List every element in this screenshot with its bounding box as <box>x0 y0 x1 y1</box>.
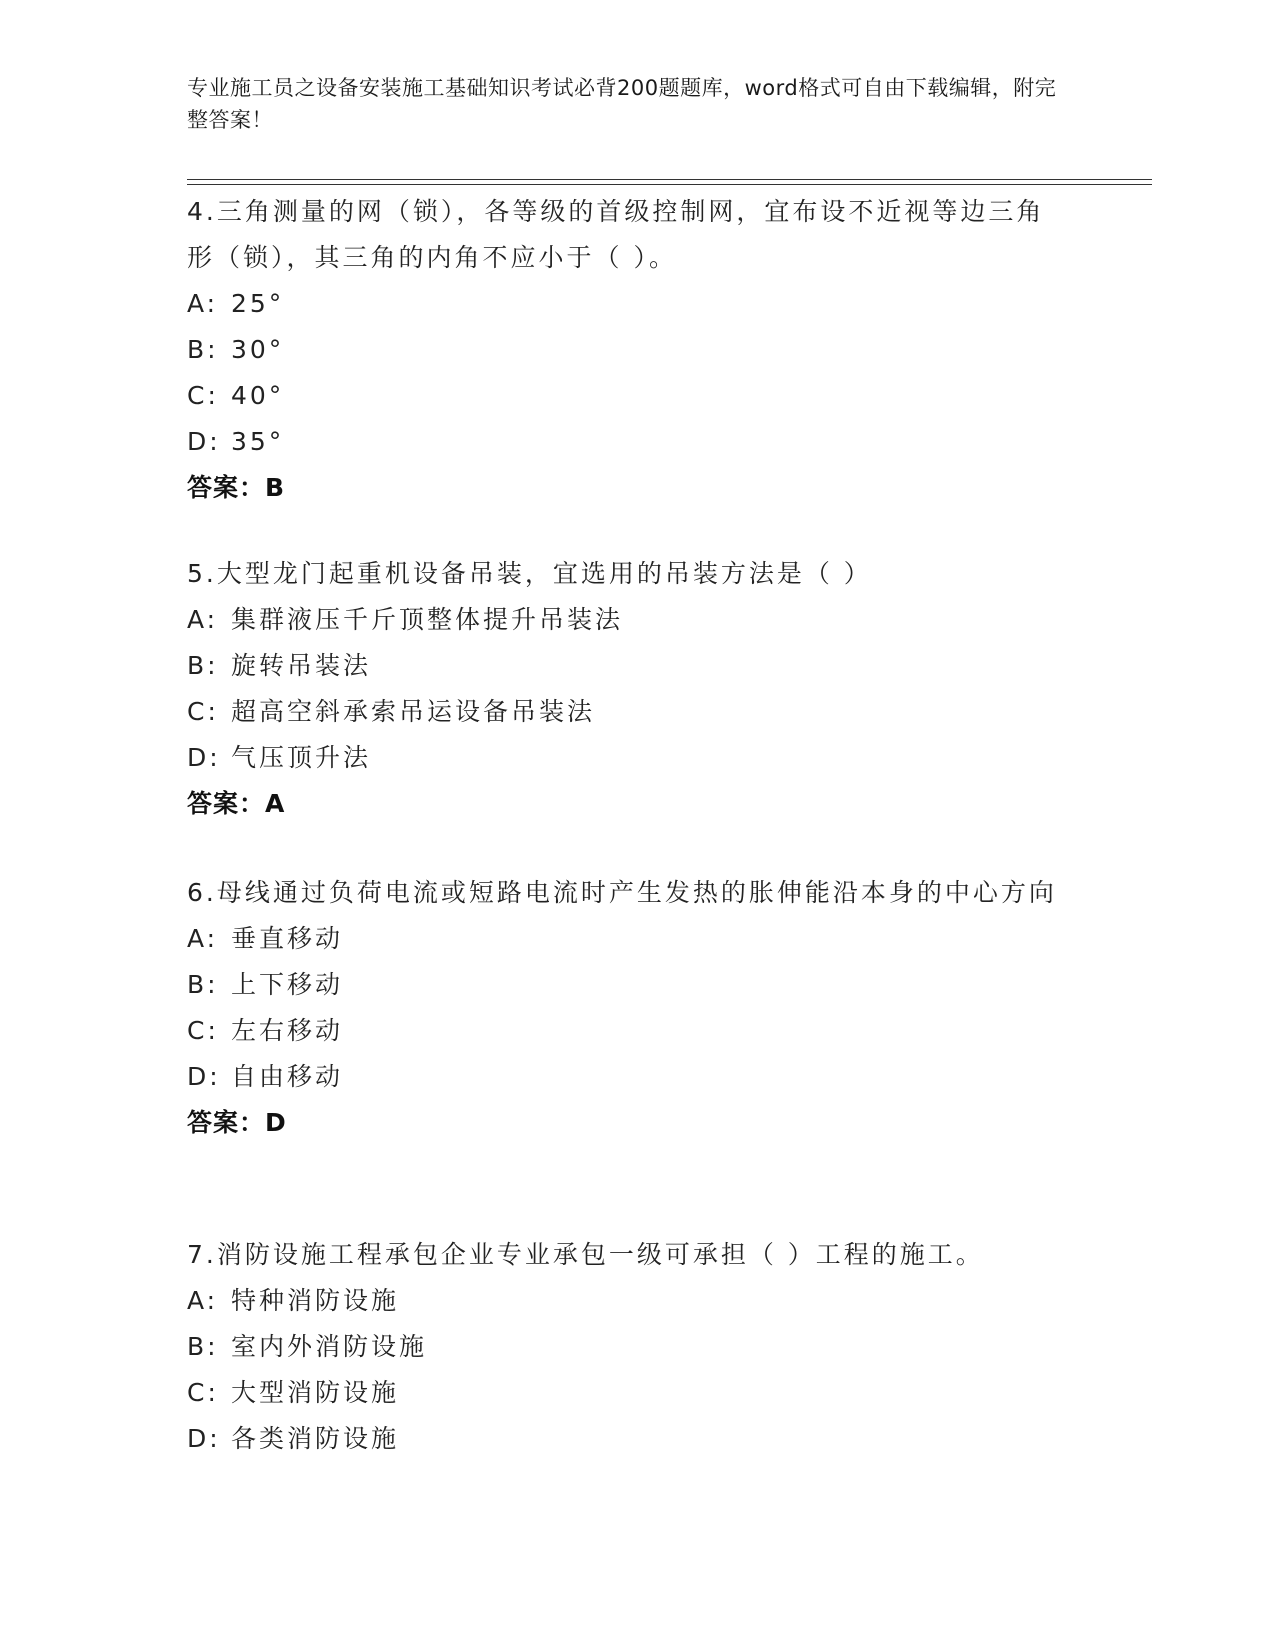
option-letter: A: <box>187 605 219 634</box>
answer-label: 答案： <box>187 789 266 818</box>
answer-value: A <box>265 789 286 818</box>
option-letter: D: <box>187 1424 221 1453</box>
answer-label: 答案： <box>187 1108 266 1137</box>
option-letter: C: <box>187 1378 219 1407</box>
option-text: 40° <box>231 381 285 410</box>
option-letter: B: <box>187 651 219 680</box>
option-text: 30° <box>231 335 285 364</box>
option-text: 集群液压千斤顶整体提升吊装法 <box>231 605 624 634</box>
answer-line <box>187 465 1067 511</box>
option-letter: A: <box>187 1286 219 1315</box>
option-a <box>187 281 1067 327</box>
question-stem: 4.三角测量的网（锁），各等级的首级控制网，宜布设不近视等边三角形（锁），其三角的内角不应小于（ ）。 <box>187 197 1045 272</box>
option-a <box>187 1278 1067 1324</box>
option-letter: A: <box>187 924 219 953</box>
option-d <box>187 1054 1067 1100</box>
option-text: 35° <box>231 427 285 456</box>
question-stem: 5.大型龙门起重机设备吊装，宜选用的吊装方法是（ ） <box>187 559 872 588</box>
question-7 <box>187 1232 1067 1462</box>
option-letter: B: <box>187 335 219 364</box>
option-a <box>187 916 1067 962</box>
option-text: 室内外消防设施 <box>231 1332 428 1361</box>
option-letter: D: <box>187 743 221 772</box>
option-text: 气压顶升法 <box>231 743 372 772</box>
option-letter: D: <box>187 1062 221 1091</box>
title-divider-bottom <box>187 184 1152 185</box>
option-d <box>187 735 1067 781</box>
option-b <box>187 327 1067 373</box>
option-text: 大型消防设施 <box>231 1378 400 1407</box>
option-c <box>187 689 1067 735</box>
option-text: 垂直移动 <box>231 924 344 953</box>
option-letter: A: <box>187 289 219 318</box>
answer-label: 答案： <box>187 473 266 502</box>
option-text: 超高空斜承索吊运设备吊装法 <box>231 697 596 726</box>
option-c <box>187 1370 1067 1416</box>
title-divider-top <box>187 179 1152 180</box>
option-text: 自由移动 <box>231 1062 344 1091</box>
question-stem: 6.母线通过负荷电流或短路电流时产生发热的胀伸能沿本身的中心方向 <box>187 878 1057 907</box>
option-b <box>187 1324 1067 1370</box>
answer-value: D <box>265 1108 287 1137</box>
option-d <box>187 419 1067 465</box>
option-text: 各类消防设施 <box>231 1424 400 1453</box>
option-letter: B: <box>187 1332 219 1361</box>
option-letter: D: <box>187 427 221 456</box>
option-text: 旋转吊装法 <box>231 651 372 680</box>
option-d <box>187 1416 1067 1462</box>
question-4 <box>187 189 1067 511</box>
option-c <box>187 373 1067 419</box>
option-text: 25° <box>231 289 285 318</box>
question-6 <box>187 870 1067 1146</box>
option-letter: C: <box>187 1016 219 1045</box>
option-b <box>187 643 1067 689</box>
option-c <box>187 1008 1067 1054</box>
question-stem: 7.消防设施工程承包企业专业承包一级可承担（ ）工程的施工。 <box>187 1240 984 1269</box>
option-letter: C: <box>187 381 219 410</box>
option-text: 上下移动 <box>231 970 344 999</box>
option-letter: B: <box>187 970 219 999</box>
option-b <box>187 962 1067 1008</box>
answer-line <box>187 781 1067 827</box>
question-5 <box>187 551 1067 827</box>
option-text: 特种消防设施 <box>231 1286 400 1315</box>
option-a <box>187 597 1067 643</box>
document-title: 专业施工员之设备安装施工基础知识考试必背200题题库，word格式可自由下载编辑，附完整答案！ <box>187 76 1057 132</box>
answer-value: B <box>265 473 286 502</box>
answer-line <box>187 1100 1067 1146</box>
option-letter: C: <box>187 697 219 726</box>
option-text: 左右移动 <box>231 1016 344 1045</box>
